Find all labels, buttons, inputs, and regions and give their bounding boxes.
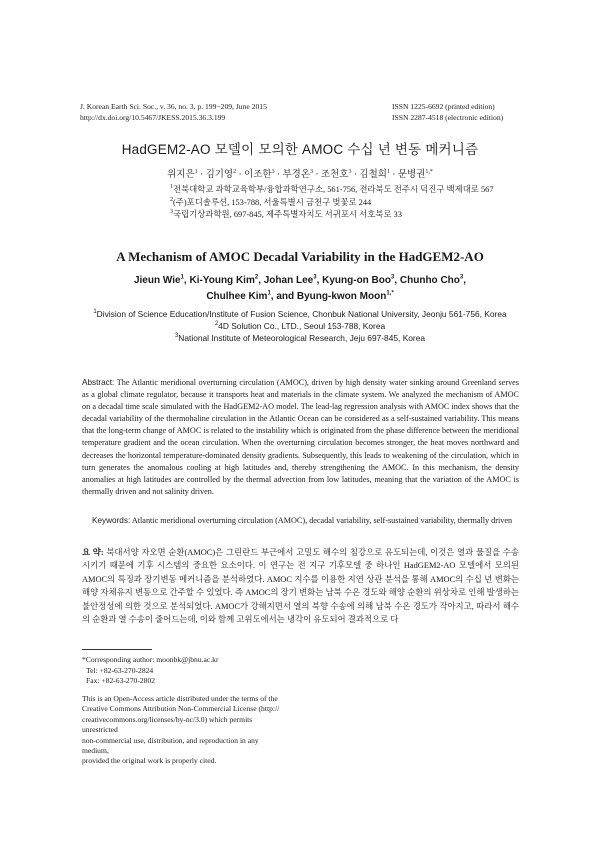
author-affiliation-mark: 3 bbox=[310, 168, 314, 175]
abstract-text: The Atlantic meridional overturning circulation (AMOC), driven by high density water sinking around Greenland serves as a global climate regulator, because it transports heat and materials in the climate system. We analyzed the mechanism of AMOC on a decadal time scale simulated with the HadGEM2-AO model. The lead-lag regression analysis with AMOC index shows that the decadal variability of the thermohaline circulation in the Atlantic Ocean can be considered as a self-sustained variability. This means that the long-term change of AMOC is related to the instability which is originated from the phase difference between the meridional temperature gradient and the ocean circulation. When the overturning circulation becomes stronger, the heat moves northward and decreases the horizontal temperature-dominated density gradients. Subsequently, this leads to weakening of the circulation, which in turn generates the anomalous cooling at high latitudes and, thereby strengthening the AMOC. In this mechanism, the density anomalies at high latitudes are controlled by the thermal advection from low latitudes, meaning that the variation of the AMOC is thermally driven and not salinity driven. bbox=[82, 378, 519, 496]
author-affiliation-mark: 3 bbox=[391, 274, 395, 281]
affiliation-line bbox=[0, 320, 600, 332]
author-name: 문병권 bbox=[397, 170, 426, 180]
issn-print: ISSN 1225-6692 (printed edition) bbox=[392, 102, 495, 111]
journal-citation-block bbox=[80, 101, 267, 123]
author-affiliation-mark: 2 bbox=[254, 274, 259, 281]
corresponding-author-block bbox=[82, 655, 219, 687]
author-affiliation-mark: 1 bbox=[194, 168, 198, 175]
author-name: 이조한 bbox=[244, 170, 272, 180]
affiliation-mark: 3 bbox=[174, 333, 179, 340]
affiliation-line bbox=[170, 184, 494, 197]
author-name: 김기영 bbox=[205, 170, 234, 180]
english-authors bbox=[0, 273, 600, 305]
author-name: 조천호 bbox=[320, 170, 349, 180]
affiliation-text: National Institute of Meteorological Research, Jeju 697-845, Korea bbox=[178, 333, 426, 343]
korean-abstract bbox=[82, 546, 519, 626]
license-line: This is an Open-Access article distributed under the terms of the bbox=[82, 694, 278, 703]
affiliation-mark: 3 bbox=[170, 209, 173, 216]
author-affiliation-mark: 1 bbox=[267, 290, 271, 297]
affiliation-line bbox=[170, 197, 494, 210]
affiliation-mark: 1 bbox=[170, 184, 173, 191]
affiliation-text: 전북대학교 과학교육학부/융합과학연구소, 561-756, 전라북도 전주시 덕진구 백제대로 567 bbox=[173, 185, 494, 194]
corresponding-author: *Corresponding author: moonbk@jbnu.ac.kr bbox=[82, 655, 219, 664]
footnote-divider bbox=[82, 649, 152, 650]
license-line: Creative Commons Attribution Non-Commercial License (http:// bbox=[82, 704, 280, 714]
issn-block bbox=[392, 101, 503, 123]
license-line: creativecommons.org/licenses/by-nc/3.0) which permits unrestricted bbox=[82, 714, 253, 735]
author-affiliation-mark: 1 bbox=[180, 274, 184, 281]
author-affiliation-mark: 3 bbox=[313, 274, 317, 281]
affiliation-text: 4D Solution Co., LTD., Seoul 153-788, Korea bbox=[218, 321, 386, 331]
author-name: Ki-Young Kim bbox=[189, 275, 255, 286]
author-name: 부경온 bbox=[282, 170, 311, 180]
author-affiliation-mark: 2 bbox=[233, 168, 237, 175]
affiliation-text: Division of Science Education/Institute of Fusion Science, Chonbuk National University, Jeonju 561-756, Korea bbox=[96, 309, 507, 319]
author-name: Johan Lee bbox=[263, 275, 314, 286]
author-name: 김철희 bbox=[359, 170, 387, 180]
korean-authors: 위지은$^1$ · 김기영$^2$ · 이조한$^3$ · 부경온$^3$ · 조천호$^3$ · 김철희$^1$ · 문병권$^{1,*}$ bbox=[167, 168, 433, 180]
author-affiliation-mark: 3 bbox=[271, 168, 275, 175]
license-notice bbox=[82, 694, 282, 767]
english-author-line-2: Chulhee Kim$^1$, and Byung-kwon Moon$^{1,*}$ bbox=[206, 290, 394, 302]
author-name: Chunho Cho bbox=[399, 275, 460, 286]
author-name: and Byung-kwon Moon bbox=[276, 291, 387, 302]
affiliation-mark: 2 bbox=[214, 321, 219, 328]
author-affiliation-mark: 3 bbox=[348, 168, 352, 175]
issn-electronic: ISSN 2287-4518 (electronic edition) bbox=[392, 113, 504, 122]
author-name: Chulhee Kim bbox=[206, 291, 268, 302]
author-affiliation-mark: 3 bbox=[459, 274, 464, 281]
affiliation-line bbox=[0, 332, 600, 344]
keywords bbox=[82, 515, 519, 527]
keywords-label: Keywords: bbox=[92, 516, 131, 525]
affiliation-mark: 2 bbox=[170, 196, 173, 203]
corresponding-tel: Tel: +82-63-270-2824 bbox=[86, 665, 154, 675]
english-title: A Mechanism of AMOC Decadal Variability in the HadGEM2-AO bbox=[116, 249, 484, 264]
korean-abstract-text: 북대서양 자오면 순환(AMOC)은 그린란드 부근에서 고밀도 해수의 침강으로 유도되는데, 이것은 열과 물질을 수송시키기 때문에 기후 시스템의 중요한 요소이다. 이 연구는 전 지구 기후모델 중 하나인 HadGEM2-AO 모델에서 모의된 AMOC의 특징과 장기변동 메커니즘을 분석하였다. AMOC 지수를 이용한 지연 상관 분석을 통해 AMOC의 수십 년 변화는 해양 자체유지 변동으로 간주할 수 있었다. 즉 AMOC의 장기 변화는 남북 수온 경도와 해양 순환의 위상차로 인해 발생하는 불안정성에 의한 것으로 분석되었다. AMOC가 강해지면서 열의 북향 수송에 의해 남북 수온 경도가 작아지고, 따라서 해수의 순환과 열 수송이 줄어드는데, 이와 함께 고위도에서는 냉각이 유도되어 결과적으로 다 bbox=[82, 548, 519, 625]
korean-title: HadGEM2-AO 모델이 모의한 AMOC 수십 년 변동 메커니즘 bbox=[121, 142, 479, 157]
korean-affiliations bbox=[170, 184, 494, 222]
affiliation-line bbox=[170, 209, 494, 222]
affiliation-text: (주)포디솔루션, 153-788, 서울특별시 금천구 벚꽃로 244 bbox=[173, 197, 372, 207]
author-affiliation-mark: 1 bbox=[386, 168, 390, 175]
author-name: Kyung-on Boo bbox=[322, 275, 391, 286]
author-name: Jieun Wie bbox=[133, 275, 181, 286]
corresponding-fax: Fax: +82-63-270-2802 bbox=[86, 676, 156, 685]
keywords-text: Atlantic meridional overturning circulation (AMOC), decadal variability, self-sustained variability, thermally driven bbox=[131, 516, 513, 525]
affiliation-text: 국립기상과학원, 697-845, 제주특별자치도 서귀포시 서호북로 33 bbox=[173, 210, 402, 220]
english-author-line-1: Jieun Wie$^1$, Ki-Young Kim$^2$, Johan Lee$^3$, Kyung-on Boo$^3$, Chunho Cho$^3$, bbox=[133, 274, 467, 286]
author-affiliation-mark: 1,* bbox=[425, 168, 433, 175]
license-line: non-commercial use, distribution, and reproduction in any medium, bbox=[82, 735, 259, 756]
english-affiliations bbox=[0, 308, 600, 344]
doi-link[interactable]: http://dx.doi.org/10.5467/JKESS.2015.36.3.199 bbox=[80, 113, 226, 122]
affiliation-line bbox=[0, 308, 600, 320]
author-affiliation-mark: 1,* bbox=[386, 290, 394, 297]
abstract-label: Abstract: bbox=[82, 378, 115, 387]
author-name: 위지은 bbox=[167, 170, 195, 180]
journal-citation: J. Korean Earth Sci. Soc., v. 36, no. 3, p. 199−209, June 2015 bbox=[80, 102, 267, 111]
abstract bbox=[82, 377, 519, 498]
korean-abstract-label: 요 약: bbox=[82, 548, 104, 557]
affiliation-mark: 1 bbox=[93, 309, 97, 316]
license-line: provided the original work is properly cited. bbox=[82, 756, 217, 766]
